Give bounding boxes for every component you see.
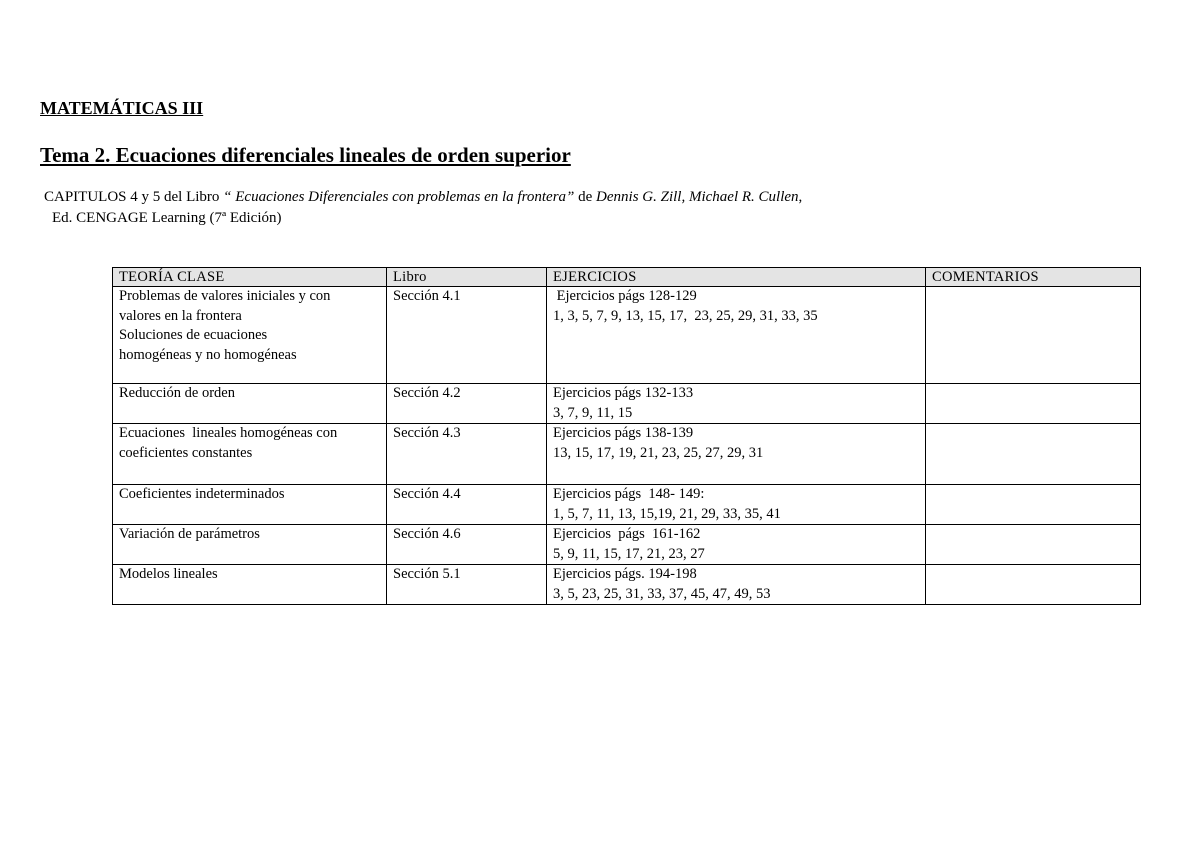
comments-cell	[926, 565, 1141, 605]
book-section-cell: Sección 4.3	[387, 424, 547, 485]
reference-middle: de	[574, 189, 597, 205]
book-edition: Ed. CENGAGE Learning (7ª Edición)	[52, 210, 282, 226]
theory-line: Variación de parámetros	[119, 526, 260, 542]
header-theory: TEORÍA CLASE	[113, 268, 387, 287]
exercise-list: 1, 3, 5, 7, 9, 13, 15, 17, 23, 25, 29, 31, 33, 35	[553, 307, 818, 324]
theory-cell	[113, 485, 387, 525]
table-row	[113, 424, 1141, 485]
book-section-cell: Sección 4.1	[387, 287, 547, 384]
exercise-pages: Ejercicios págs 128-129	[553, 288, 697, 304]
theory-cell	[113, 525, 387, 565]
reference-prefix: CAPITULOS 4 y 5 del Libro	[44, 189, 224, 205]
theory-line: Problemas de valores iniciales y con	[119, 288, 331, 304]
book-section-cell: Sección 4.2	[387, 384, 547, 424]
exercise-pages: Ejercicios págs 148- 149:	[553, 486, 705, 502]
exercises-cell	[547, 525, 926, 565]
exercise-pages: Ejercicios págs. 194-198	[553, 566, 697, 582]
comments-cell	[926, 424, 1141, 485]
header-comments: COMENTARIOS	[926, 268, 1141, 287]
comments-cell	[926, 485, 1141, 525]
exercise-list: 3, 5, 23, 25, 31, 33, 37, 45, 47, 49, 53	[553, 585, 771, 602]
exercise-schedule-table	[112, 267, 1141, 605]
exercise-pages: Ejercicios págs 132-133	[553, 385, 694, 401]
header-book: Libro	[387, 268, 547, 287]
comments-cell	[926, 287, 1141, 384]
table-row	[113, 485, 1141, 525]
theory-cell	[113, 287, 387, 384]
theory-line: Modelos lineales	[119, 566, 218, 582]
comments-cell	[926, 525, 1141, 565]
exercise-pages: Ejercicios págs 161-162	[553, 526, 701, 542]
exercise-list: 13, 15, 17, 19, 21, 23, 25, 27, 29, 31	[553, 444, 764, 461]
theory-line: Reducción de orden	[119, 385, 235, 401]
reference-suffix: ,	[798, 189, 803, 205]
table-row	[113, 287, 1141, 384]
book-section-cell: Sección 4.4	[387, 485, 547, 525]
theory-line: Soluciones de ecuaciones	[119, 327, 268, 343]
exercises-cell	[547, 565, 926, 605]
theory-cell	[113, 424, 387, 485]
book-reference	[44, 189, 802, 206]
exercise-list: 5, 9, 11, 15, 17, 21, 23, 27	[553, 545, 705, 562]
book-section-cell: Sección 4.6	[387, 525, 547, 565]
exercises-cell	[547, 485, 926, 525]
theory-line: homogéneas y no homogéneas	[119, 346, 297, 363]
theory-line: Ecuaciones lineales homogéneas con	[119, 425, 338, 441]
course-title: MATEMÁTICAS III	[40, 98, 204, 118]
theory-cell	[113, 384, 387, 424]
exercise-list: 1, 5, 7, 11, 13, 15,19, 21, 29, 33, 35, 41	[553, 505, 781, 522]
table-header-row	[113, 268, 1141, 287]
theory-line: coeficientes constantes	[119, 444, 253, 461]
topic-title: Tema 2. Ecuaciones diferenciales lineales de orden superior	[40, 143, 571, 167]
comments-cell	[926, 384, 1141, 424]
exercises-cell	[547, 384, 926, 424]
theory-cell	[113, 565, 387, 605]
exercises-cell	[547, 287, 926, 384]
table-row	[113, 565, 1141, 605]
table-row	[113, 384, 1141, 424]
book-title: “ Ecuaciones Diferenciales con problemas en la frontera”	[223, 189, 575, 205]
exercises-cell	[547, 424, 926, 485]
theory-line: Coeficientes indeterminados	[119, 486, 285, 502]
book-authors: Dennis G. Zill, Michael R. Cullen	[596, 189, 799, 205]
exercise-list: 3, 7, 9, 11, 15	[553, 404, 633, 421]
theory-line: valores en la frontera	[119, 307, 242, 324]
table-row	[113, 525, 1141, 565]
header-exercises: EJERCICIOS	[547, 268, 926, 287]
exercise-pages: Ejercicios págs 138-139	[553, 425, 694, 441]
book-section-cell: Sección 5.1	[387, 565, 547, 605]
